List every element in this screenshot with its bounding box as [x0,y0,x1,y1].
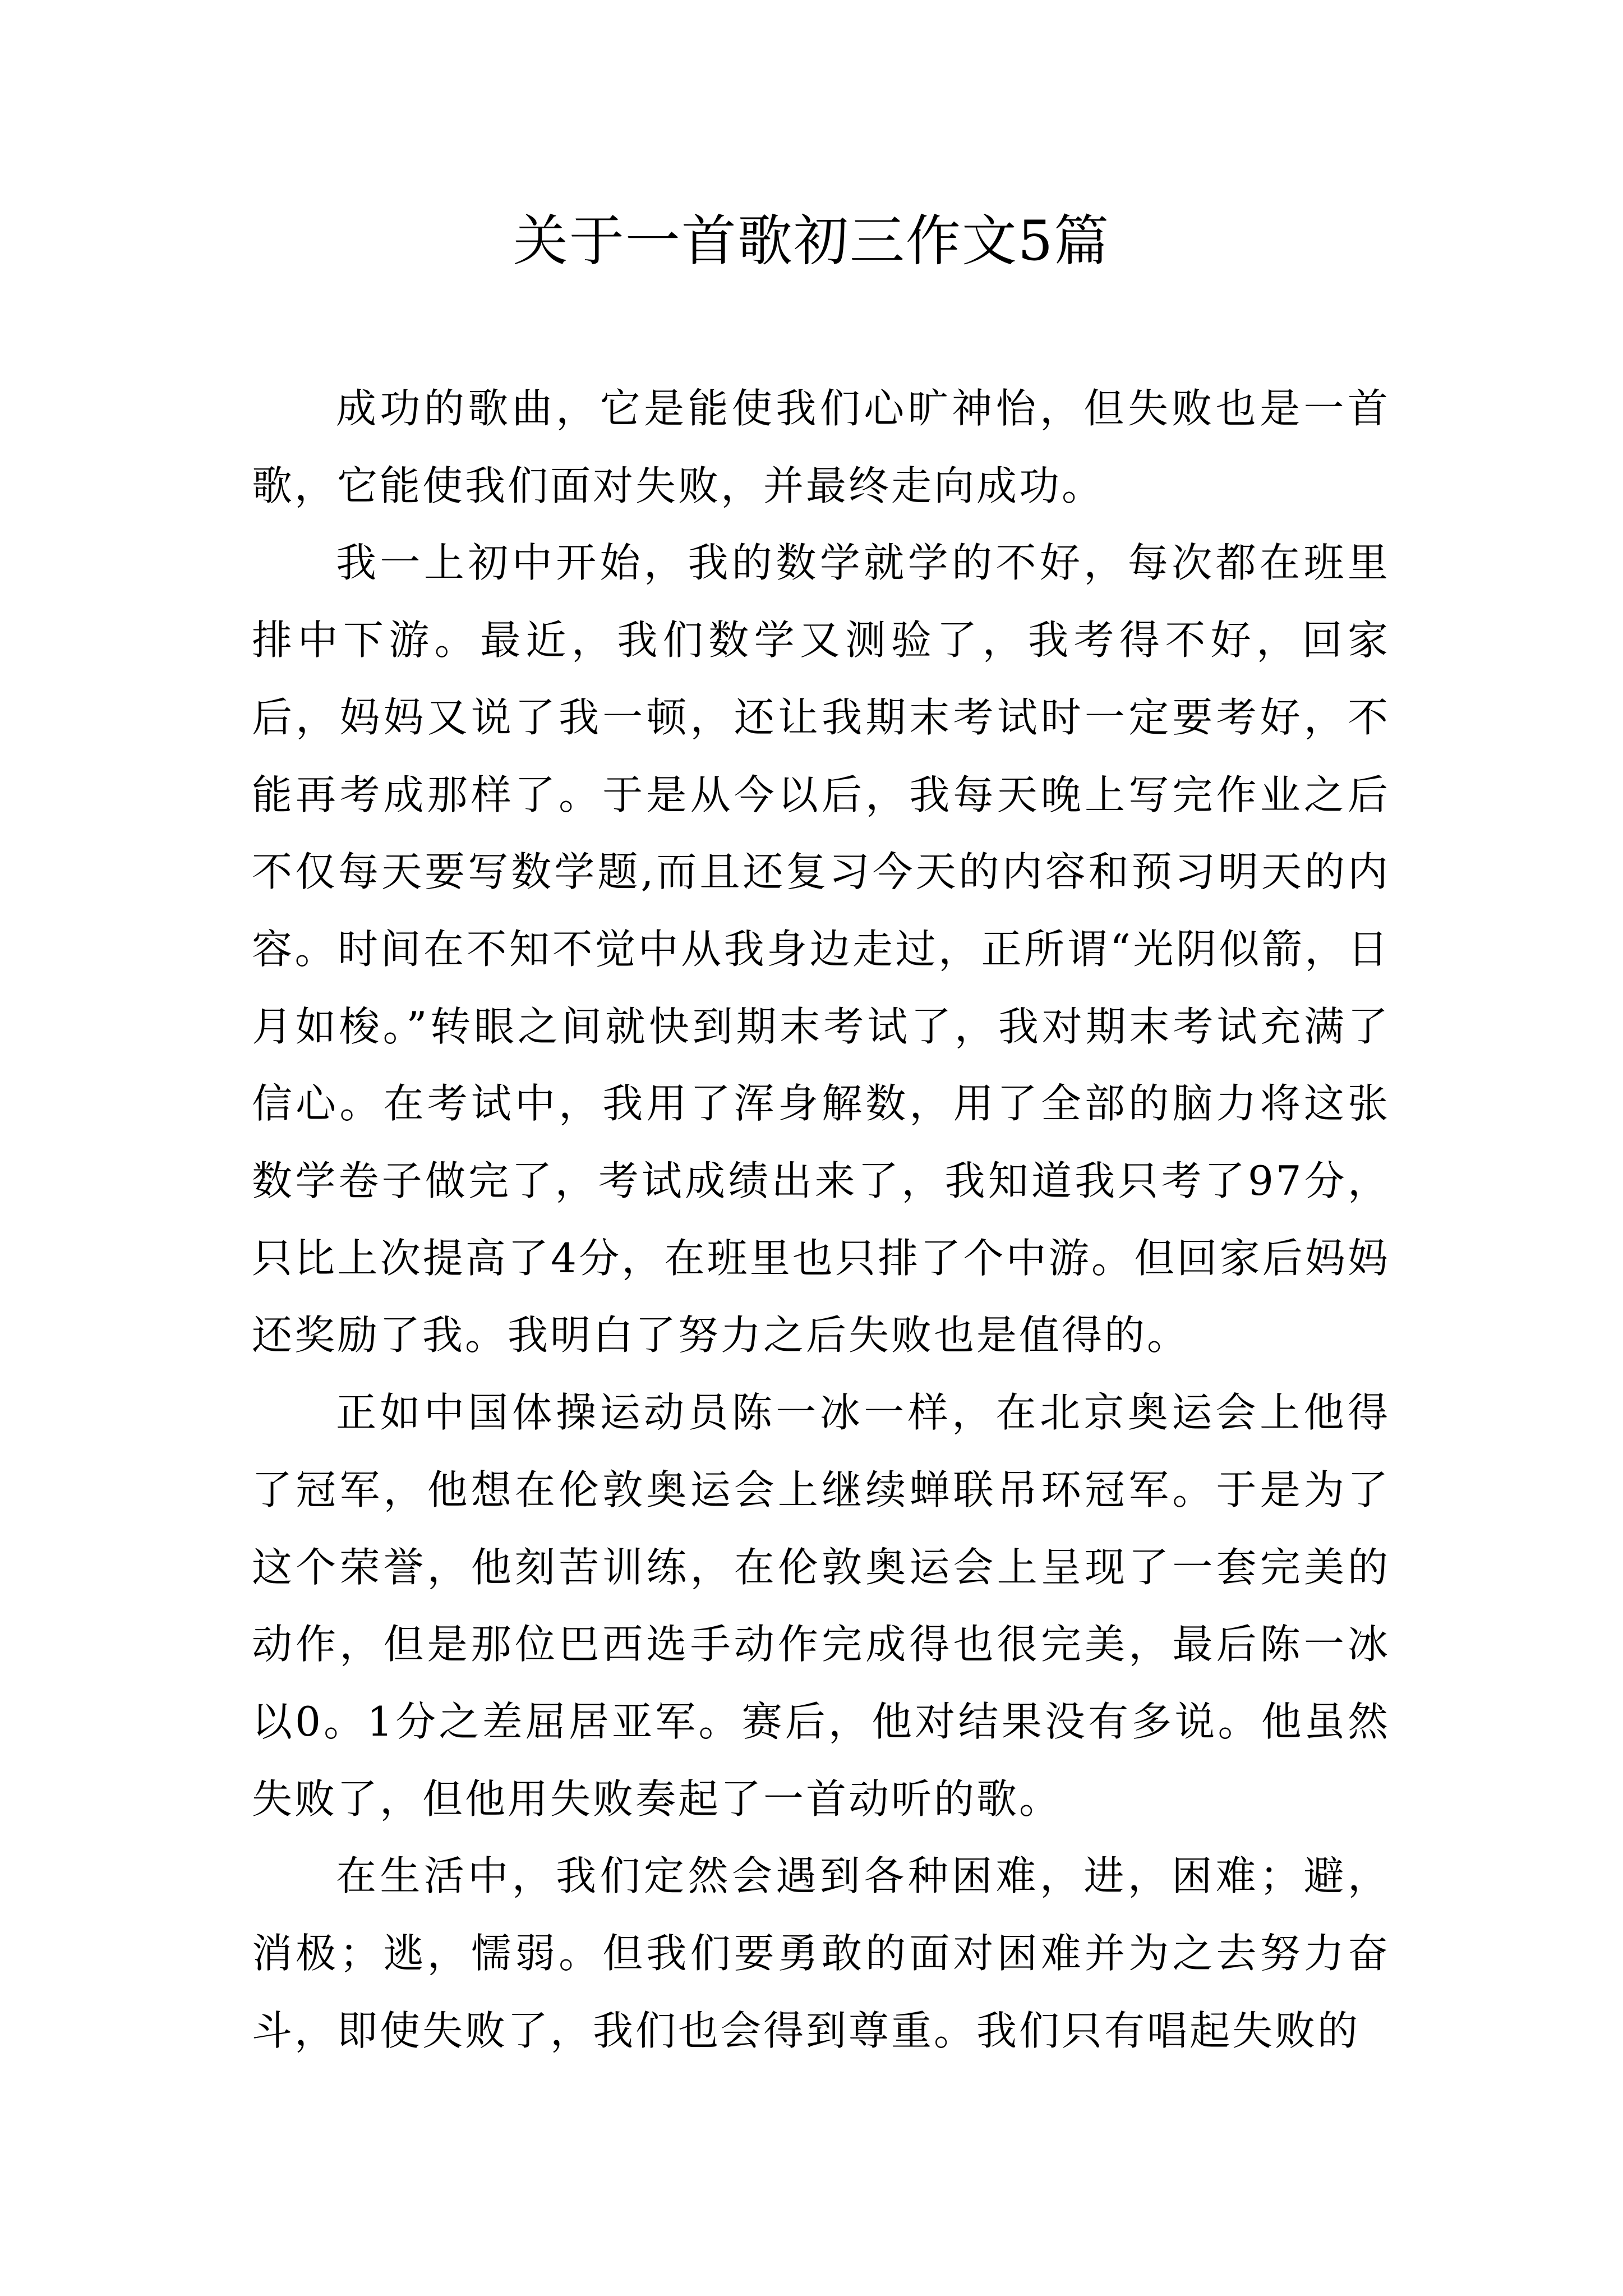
document-title: 关于一首歌初三作文5篇 [513,209,1110,273]
paragraph-1: 成功的歌曲，它是能使我们心旷神怡，但失败也是一首歌，它能使我们面对失败，并最终走向成功。 [252,385,1390,509]
paragraph-2: 我一上初中开始，我的数学就学的不好，每次都在班里排中下游。最近，我们数学又测验了，我考得不好，回家后，妈妈又说了我一顿，还让我期末考试时一定要考好，不能再考成那样了。于是从今以后，我每天晚上写完作业之后不仅每天要写数学题,而且还复习今天的内容和预习明天的内容。时间在不知不觉中从我身边走过，正所谓“光阴似箭，日月如梭。”转眼之间就快到期末考试了，我对期末考试充满了信心。在考试中，我用了浑身解数，用了全部的脑力将这张数学卷子做完了，考试成绩出来了，我知道我只考了97分，只比上次提高了4分，在班里也只排了个中游。但回家后妈妈还奖励了我。我明白了努力之后失败也是值得的。 [252,539,1390,1359]
document-body [252,370,1390,2069]
paragraph-3: 正如中国体操运动员陈一冰一样，在北京奥运会上他得了冠军，他想在伦敦奥运会上继续蝉联吊环冠军。于是为了这个荣誉，他刻苦训练，在伦敦奥运会上呈现了一套完美的动作，但是那位巴西选手动作完成得也很完美，最后陈一冰以0。1分之差屈居亚军。赛后，他对结果没有多说。他虽然失败了，但他用失败奏起了一首动听的歌。 [252,1389,1390,1823]
paragraph-4: 在生活中，我们定然会遇到各种困难，进，困难；避，消极；逃，懦弱。但我们要勇敢的面对困难并为之去努力奋斗，即使失败了，我们也会得到尊重。我们只有唱起失败的 [252,1852,1390,2054]
